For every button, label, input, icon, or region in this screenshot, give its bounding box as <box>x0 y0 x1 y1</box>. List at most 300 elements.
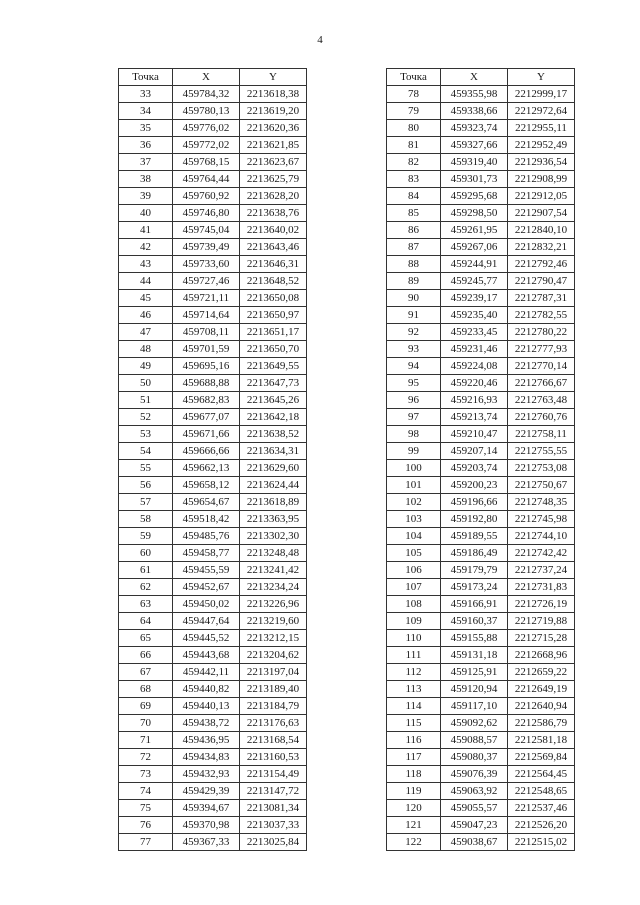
y-cell: 2212936,54 <box>508 154 575 171</box>
x-cell: 459658,12 <box>173 477 240 494</box>
point-cell: 47 <box>119 324 173 341</box>
table-row <box>387 579 575 596</box>
point-cell: 55 <box>119 460 173 477</box>
point-cell: 40 <box>119 205 173 222</box>
y-cell: 2212972,64 <box>508 103 575 120</box>
x-cell: 459239,17 <box>441 290 508 307</box>
table-row <box>387 222 575 239</box>
table-row <box>119 426 307 443</box>
table-row <box>387 732 575 749</box>
table-row <box>387 256 575 273</box>
point-cell: 80 <box>387 120 441 137</box>
point-cell: 60 <box>119 545 173 562</box>
x-cell: 459784,32 <box>173 86 240 103</box>
point-cell: 42 <box>119 239 173 256</box>
point-cell: 48 <box>119 341 173 358</box>
x-cell: 459666,66 <box>173 443 240 460</box>
table-row <box>119 392 307 409</box>
table-row <box>119 375 307 392</box>
x-cell: 459189,55 <box>441 528 508 545</box>
y-cell: 2213619,20 <box>240 103 307 120</box>
y-cell: 2213302,30 <box>240 528 307 545</box>
table-row <box>387 834 575 851</box>
point-cell: 69 <box>119 698 173 715</box>
point-cell: 57 <box>119 494 173 511</box>
table-row <box>119 647 307 664</box>
point-cell: 111 <box>387 647 441 664</box>
y-cell: 2213650,70 <box>240 341 307 358</box>
point-cell: 72 <box>119 749 173 766</box>
x-cell: 459695,16 <box>173 358 240 375</box>
x-cell: 459245,77 <box>441 273 508 290</box>
x-cell: 459355,98 <box>441 86 508 103</box>
y-cell: 2212748,35 <box>508 494 575 511</box>
x-cell: 459261,95 <box>441 222 508 239</box>
x-cell: 459458,77 <box>173 545 240 562</box>
y-cell: 2213189,40 <box>240 681 307 698</box>
y-cell: 2212753,08 <box>508 460 575 477</box>
y-cell: 2212581,18 <box>508 732 575 749</box>
header-x: X <box>441 69 508 86</box>
point-cell: 116 <box>387 732 441 749</box>
table-row <box>387 341 575 358</box>
x-cell: 459117,10 <box>441 698 508 715</box>
x-cell: 459076,39 <box>441 766 508 783</box>
point-cell: 73 <box>119 766 173 783</box>
table-row <box>119 188 307 205</box>
x-cell: 459055,57 <box>441 800 508 817</box>
x-cell: 459186,49 <box>441 545 508 562</box>
x-cell: 459727,46 <box>173 273 240 290</box>
point-cell: 89 <box>387 273 441 290</box>
point-cell: 85 <box>387 205 441 222</box>
table-row <box>119 154 307 171</box>
table-row <box>387 817 575 834</box>
point-cell: 66 <box>119 647 173 664</box>
table-row <box>387 715 575 732</box>
y-cell: 2212537,46 <box>508 800 575 817</box>
y-cell: 2213620,36 <box>240 120 307 137</box>
x-cell: 459267,06 <box>441 239 508 256</box>
y-cell: 2213624,44 <box>240 477 307 494</box>
y-cell: 2213212,15 <box>240 630 307 647</box>
point-cell: 93 <box>387 341 441 358</box>
point-cell: 96 <box>387 392 441 409</box>
x-cell: 459485,76 <box>173 528 240 545</box>
x-cell: 459708,11 <box>173 324 240 341</box>
y-cell: 2212952,49 <box>508 137 575 154</box>
point-cell: 102 <box>387 494 441 511</box>
table-row <box>387 681 575 698</box>
point-cell: 65 <box>119 630 173 647</box>
point-cell: 64 <box>119 613 173 630</box>
point-cell: 84 <box>387 188 441 205</box>
x-cell: 459120,94 <box>441 681 508 698</box>
x-cell: 459220,46 <box>441 375 508 392</box>
x-cell: 459688,88 <box>173 375 240 392</box>
x-cell: 459394,67 <box>173 800 240 817</box>
point-cell: 120 <box>387 800 441 817</box>
point-cell: 82 <box>387 154 441 171</box>
y-cell: 2213650,97 <box>240 307 307 324</box>
point-cell: 115 <box>387 715 441 732</box>
table-row <box>387 630 575 647</box>
x-cell: 459682,83 <box>173 392 240 409</box>
x-cell: 459092,62 <box>441 715 508 732</box>
table-row <box>119 273 307 290</box>
y-cell: 2212912,05 <box>508 188 575 205</box>
y-cell: 2212715,28 <box>508 630 575 647</box>
point-cell: 77 <box>119 834 173 851</box>
table-row <box>387 494 575 511</box>
x-cell: 459080,37 <box>441 749 508 766</box>
table-row <box>119 766 307 783</box>
y-cell: 2213168,54 <box>240 732 307 749</box>
point-cell: 97 <box>387 409 441 426</box>
point-cell: 99 <box>387 443 441 460</box>
x-cell: 459443,68 <box>173 647 240 664</box>
y-cell: 2212832,21 <box>508 239 575 256</box>
y-cell: 2213651,17 <box>240 324 307 341</box>
x-cell: 459760,92 <box>173 188 240 205</box>
table-row <box>119 239 307 256</box>
y-cell: 2212766,67 <box>508 375 575 392</box>
header-point: Точка <box>119 69 173 86</box>
point-cell: 49 <box>119 358 173 375</box>
point-cell: 38 <box>119 171 173 188</box>
table-row <box>387 443 575 460</box>
point-cell: 98 <box>387 426 441 443</box>
table-row <box>119 783 307 800</box>
table-row <box>119 103 307 120</box>
y-cell: 2212649,19 <box>508 681 575 698</box>
point-cell: 78 <box>387 86 441 103</box>
table-row <box>119 749 307 766</box>
y-cell: 2212737,24 <box>508 562 575 579</box>
point-cell: 61 <box>119 562 173 579</box>
point-cell: 103 <box>387 511 441 528</box>
table-row <box>387 426 575 443</box>
y-cell: 2212719,88 <box>508 613 575 630</box>
y-cell: 2212515,02 <box>508 834 575 851</box>
x-cell: 459370,98 <box>173 817 240 834</box>
table-row <box>119 579 307 596</box>
x-cell: 459063,92 <box>441 783 508 800</box>
table-row <box>387 137 575 154</box>
y-cell: 2213184,79 <box>240 698 307 715</box>
y-cell: 2213650,08 <box>240 290 307 307</box>
y-cell: 2213628,20 <box>240 188 307 205</box>
table-row <box>119 630 307 647</box>
y-cell: 2212744,10 <box>508 528 575 545</box>
y-cell: 2213648,52 <box>240 273 307 290</box>
y-cell: 2213618,38 <box>240 86 307 103</box>
table-row <box>119 341 307 358</box>
table-row <box>119 307 307 324</box>
table-row <box>387 188 575 205</box>
y-cell: 2213623,67 <box>240 154 307 171</box>
table-row <box>119 613 307 630</box>
x-cell: 459295,68 <box>441 188 508 205</box>
point-cell: 95 <box>387 375 441 392</box>
x-cell: 459192,80 <box>441 511 508 528</box>
point-cell: 75 <box>119 800 173 817</box>
point-cell: 41 <box>119 222 173 239</box>
table-row <box>387 375 575 392</box>
table-row <box>119 834 307 851</box>
x-cell: 459047,23 <box>441 817 508 834</box>
table-row <box>387 86 575 103</box>
table-row <box>387 307 575 324</box>
y-cell: 2212742,42 <box>508 545 575 562</box>
point-cell: 56 <box>119 477 173 494</box>
x-cell: 459213,74 <box>441 409 508 426</box>
y-cell: 2213241,42 <box>240 562 307 579</box>
header-y: Y <box>508 69 575 86</box>
x-cell: 459367,33 <box>173 834 240 851</box>
table-row <box>387 545 575 562</box>
point-cell: 37 <box>119 154 173 171</box>
x-cell: 459662,13 <box>173 460 240 477</box>
table-row <box>119 256 307 273</box>
x-cell: 459780,13 <box>173 103 240 120</box>
point-cell: 92 <box>387 324 441 341</box>
point-cell: 39 <box>119 188 173 205</box>
y-cell: 2212840,10 <box>508 222 575 239</box>
table-row <box>387 324 575 341</box>
x-cell: 459231,46 <box>441 341 508 358</box>
point-cell: 76 <box>119 817 173 834</box>
table-row <box>387 749 575 766</box>
y-cell: 2212731,83 <box>508 579 575 596</box>
point-cell: 109 <box>387 613 441 630</box>
point-cell: 106 <box>387 562 441 579</box>
y-cell: 2212763,48 <box>508 392 575 409</box>
table-row <box>387 783 575 800</box>
point-cell: 110 <box>387 630 441 647</box>
table-row <box>387 358 575 375</box>
y-cell: 2213638,76 <box>240 205 307 222</box>
table-row <box>119 494 307 511</box>
table-row <box>387 120 575 137</box>
table-row <box>387 562 575 579</box>
point-cell: 35 <box>119 120 173 137</box>
y-cell: 2212668,96 <box>508 647 575 664</box>
x-cell: 459746,80 <box>173 205 240 222</box>
table-row <box>119 460 307 477</box>
y-cell: 2212908,99 <box>508 171 575 188</box>
table-row <box>119 222 307 239</box>
y-cell: 2213363,95 <box>240 511 307 528</box>
y-cell: 2213226,96 <box>240 596 307 613</box>
x-cell: 459323,74 <box>441 120 508 137</box>
table-row <box>119 443 307 460</box>
table-row <box>119 698 307 715</box>
table-header-row <box>119 69 307 86</box>
x-cell: 459166,91 <box>441 596 508 613</box>
y-cell: 2213638,52 <box>240 426 307 443</box>
point-cell: 112 <box>387 664 441 681</box>
y-cell: 2213643,46 <box>240 239 307 256</box>
x-cell: 459200,23 <box>441 477 508 494</box>
x-cell: 459440,82 <box>173 681 240 698</box>
point-cell: 119 <box>387 783 441 800</box>
table-row <box>119 528 307 545</box>
y-cell: 2213219,60 <box>240 613 307 630</box>
header-y: Y <box>240 69 307 86</box>
point-cell: 34 <box>119 103 173 120</box>
point-cell: 91 <box>387 307 441 324</box>
table-row <box>387 460 575 477</box>
x-cell: 459160,37 <box>441 613 508 630</box>
point-cell: 46 <box>119 307 173 324</box>
x-cell: 459233,45 <box>441 324 508 341</box>
x-cell: 459452,67 <box>173 579 240 596</box>
y-cell: 2213204,62 <box>240 647 307 664</box>
x-cell: 459319,40 <box>441 154 508 171</box>
point-cell: 121 <box>387 817 441 834</box>
y-cell: 2212787,31 <box>508 290 575 307</box>
x-cell: 459776,02 <box>173 120 240 137</box>
table-row <box>387 392 575 409</box>
table-row <box>119 664 307 681</box>
point-cell: 83 <box>387 171 441 188</box>
y-cell: 2212907,54 <box>508 205 575 222</box>
header-point: Точка <box>387 69 441 86</box>
x-cell: 459155,88 <box>441 630 508 647</box>
x-cell: 459677,07 <box>173 409 240 426</box>
point-cell: 63 <box>119 596 173 613</box>
x-cell: 459088,57 <box>441 732 508 749</box>
x-cell: 459224,08 <box>441 358 508 375</box>
y-cell: 2212758,11 <box>508 426 575 443</box>
x-cell: 459701,59 <box>173 341 240 358</box>
y-cell: 2212760,76 <box>508 409 575 426</box>
x-cell: 459447,64 <box>173 613 240 630</box>
y-cell: 2212782,55 <box>508 307 575 324</box>
x-cell: 459131,18 <box>441 647 508 664</box>
table-row <box>387 647 575 664</box>
table-row <box>119 86 307 103</box>
y-cell: 2212564,45 <box>508 766 575 783</box>
table-row <box>119 562 307 579</box>
y-cell: 2213154,49 <box>240 766 307 783</box>
y-cell: 2213197,04 <box>240 664 307 681</box>
point-cell: 90 <box>387 290 441 307</box>
x-cell: 459207,14 <box>441 443 508 460</box>
y-cell: 2212777,93 <box>508 341 575 358</box>
y-cell: 2213642,18 <box>240 409 307 426</box>
x-cell: 459216,93 <box>441 392 508 409</box>
coordinates-table-left <box>118 68 307 851</box>
point-cell: 88 <box>387 256 441 273</box>
x-cell: 459764,44 <box>173 171 240 188</box>
table-row <box>387 477 575 494</box>
point-cell: 81 <box>387 137 441 154</box>
point-cell: 104 <box>387 528 441 545</box>
point-cell: 107 <box>387 579 441 596</box>
table-row <box>387 205 575 222</box>
table-row <box>387 766 575 783</box>
table-row <box>119 171 307 188</box>
point-cell: 67 <box>119 664 173 681</box>
x-cell: 459327,66 <box>441 137 508 154</box>
x-cell: 459301,73 <box>441 171 508 188</box>
table-row <box>387 409 575 426</box>
table-row <box>119 817 307 834</box>
y-cell: 2213025,84 <box>240 834 307 851</box>
coordinates-table-right <box>386 68 575 851</box>
table-row <box>387 154 575 171</box>
table-row <box>387 698 575 715</box>
table-row <box>387 171 575 188</box>
point-cell: 51 <box>119 392 173 409</box>
header-x: X <box>173 69 240 86</box>
table-row <box>387 290 575 307</box>
y-cell: 2213147,72 <box>240 783 307 800</box>
point-cell: 68 <box>119 681 173 698</box>
table-row <box>387 273 575 290</box>
point-cell: 101 <box>387 477 441 494</box>
y-cell: 2213647,73 <box>240 375 307 392</box>
point-cell: 87 <box>387 239 441 256</box>
y-cell: 2213618,89 <box>240 494 307 511</box>
y-cell: 2213640,02 <box>240 222 307 239</box>
y-cell: 2212726,19 <box>508 596 575 613</box>
x-cell: 459518,42 <box>173 511 240 528</box>
point-cell: 118 <box>387 766 441 783</box>
x-cell: 459298,50 <box>441 205 508 222</box>
point-cell: 59 <box>119 528 173 545</box>
y-cell: 2212745,98 <box>508 511 575 528</box>
x-cell: 459745,04 <box>173 222 240 239</box>
x-cell: 459654,67 <box>173 494 240 511</box>
y-cell: 2212640,94 <box>508 698 575 715</box>
table-row <box>119 205 307 222</box>
x-cell: 459733,60 <box>173 256 240 273</box>
x-cell: 459714,64 <box>173 307 240 324</box>
point-cell: 70 <box>119 715 173 732</box>
x-cell: 459125,91 <box>441 664 508 681</box>
table-row <box>119 324 307 341</box>
x-cell: 459739,49 <box>173 239 240 256</box>
y-cell: 2212790,47 <box>508 273 575 290</box>
y-cell: 2212780,22 <box>508 324 575 341</box>
x-cell: 459338,66 <box>441 103 508 120</box>
x-cell: 459438,72 <box>173 715 240 732</box>
point-cell: 53 <box>119 426 173 443</box>
table-row <box>387 528 575 545</box>
y-cell: 2212548,65 <box>508 783 575 800</box>
table-row <box>387 103 575 120</box>
table-row <box>387 239 575 256</box>
y-cell: 2213629,60 <box>240 460 307 477</box>
x-cell: 459432,93 <box>173 766 240 783</box>
point-cell: 122 <box>387 834 441 851</box>
point-cell: 36 <box>119 137 173 154</box>
y-cell: 2213234,24 <box>240 579 307 596</box>
y-cell: 2212586,79 <box>508 715 575 732</box>
y-cell: 2213649,55 <box>240 358 307 375</box>
x-cell: 459203,74 <box>441 460 508 477</box>
point-cell: 100 <box>387 460 441 477</box>
table-row <box>119 596 307 613</box>
x-cell: 459038,67 <box>441 834 508 851</box>
point-cell: 86 <box>387 222 441 239</box>
y-cell: 2212770,14 <box>508 358 575 375</box>
point-cell: 108 <box>387 596 441 613</box>
x-cell: 459442,11 <box>173 664 240 681</box>
